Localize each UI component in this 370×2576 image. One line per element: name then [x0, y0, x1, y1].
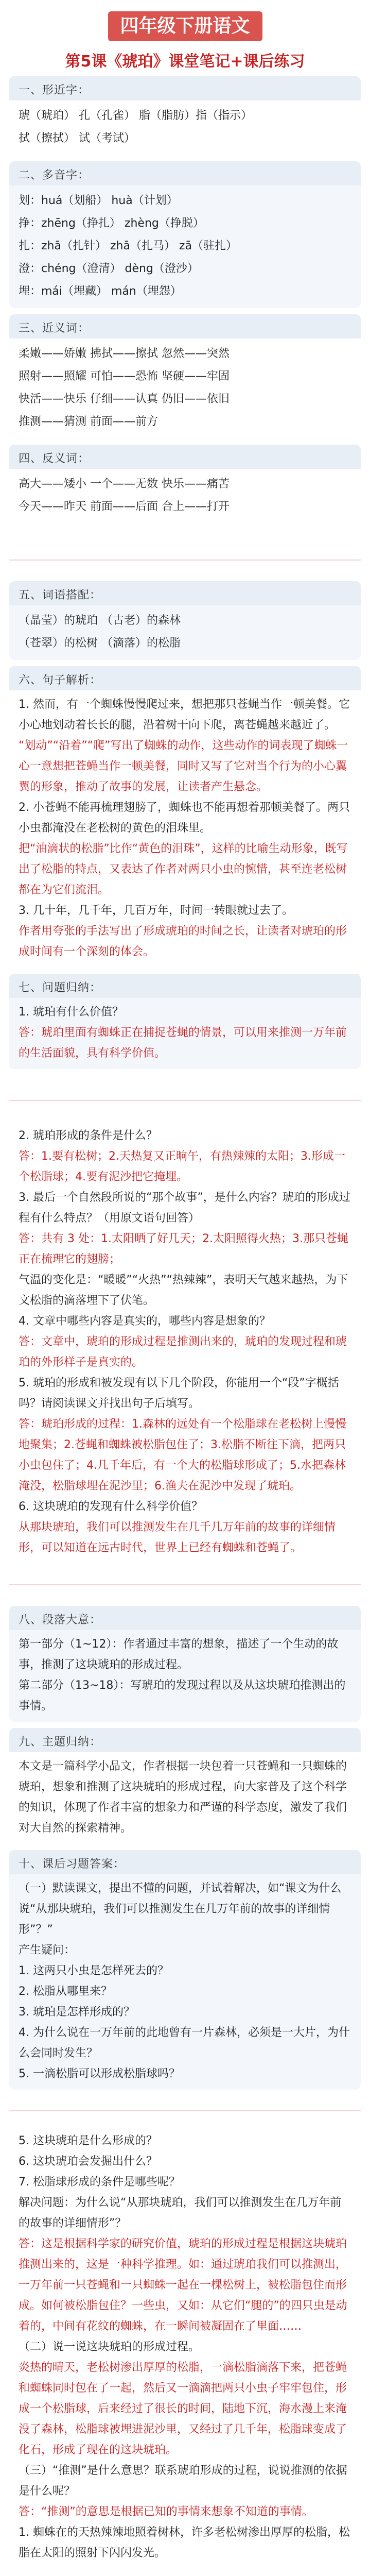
text-line: 5. 一滴松脂可以形成松脂球吗？ — [19, 2067, 180, 2080]
question: 解决问题：为什么说“从那块琥珀，我们可以推测发生在几万年前的故事的详细情形”？ — [19, 2196, 342, 2230]
text-line: 6. 这块琥珀会发掘出什么？ — [19, 2155, 157, 2168]
question: 5. 琥珀的形成和被发现有以下几个阶段，你能用一个“段”字概括吗？请阅读课文并找出句子后填写。 — [19, 1377, 339, 1410]
paragraph: 第二部分（13~18）：写琥珀的发现过程以及从这块琥珀推测出的事情。 — [19, 1679, 346, 1713]
section-title: 三、近义词： — [9, 314, 361, 338]
divider — [9, 2110, 361, 2111]
section-title: 一、形近字： — [9, 76, 361, 100]
text-line: 挣：zhēng（挣扎） zhèng（挣脱） — [19, 217, 204, 230]
paragraph: 本文是一篇科学小品文，作者根据一块包着一只苍蝇和一只蜘蛛的琥珀，想象和推测了这块琥珀的形成过程，向大家普及了这个科学的知识，体现了作者丰富的想象力和严谨的科学态度，激发了我们对大自然的探索精神。 — [19, 1760, 347, 1835]
question: 气温的变化是：“暖暖”“火热”“热辣辣”，表明天气越来越热，为下文松脂的滴落埋下了伏笔。 — [19, 1274, 348, 1307]
section-title: 四、反义词： — [9, 445, 361, 469]
section-title: 七、问题归纳： — [9, 974, 361, 998]
text-line: 高大——矮小 一个——无数 快乐——痛苦 — [19, 478, 230, 490]
question: 2. 琥珀形成的条件是什么？ — [19, 1129, 157, 1142]
question: 3. 最后一个自然段所说的“那个故事”，是什么内容？琥珀的形成过程有什么特点？（用原文语句回答） — [19, 1191, 350, 1225]
text-line: 照射——照耀 可怕——恐怖 坚硬——牢固 — [19, 370, 230, 383]
lesson-title: 第5课《琥珀》课堂笔记+课后练习 — [65, 53, 305, 71]
text-line: 澄：chéng（澄清） dèng（澄沙） — [19, 262, 199, 275]
answer: 答：文章中，琥珀的形成过程是推测出来的，琥珀的发现过程和琥珀的外形样子是真实的。 — [19, 1335, 347, 1369]
section-sentence-analysis — [9, 666, 361, 968]
section-title: 九、主题归纳： — [9, 1728, 361, 1752]
section-exercises — [9, 1850, 361, 2090]
question: （三）“推测”是什么意思？联系琥珀形成的过程，说说推测的依据是什么呢？ — [19, 2464, 347, 2498]
text-line: 4. 为什么说在一万年前的此地曾有一片森林，必须是一大片，为什么会同时发生？ — [19, 2026, 350, 2060]
question: 3. 几十年，几千年，几百万年，时间一转眼就过去了。 — [19, 904, 293, 917]
answer: 答：1.要有松树；2.天热复又正晌午，有热辣辣的太阳；3.形成一个松脂球；4.要有泥沙把它掩埋。 — [19, 1150, 345, 1183]
text-line: 拭（擦拭） 试（考试） — [19, 132, 135, 145]
answer: 答：这是根据科学家的研究价值，琥珀的形成过程是根据这块琥珀推测出来的，这是一种科学推理。如：通过琥珀我们可以推测出，一万年前一只苍蝇和一只蜘蛛一起在一棵松树上，被松脂包住而形成。如何被松脂包住？一些虫，又如：从它们“腿的”的四只虫是动着的，中间有花纹的蜘蛛，在一瞬间被凝固在了里面…… — [19, 2238, 347, 2333]
answer: 作者用夸张的手法写出了形成琥珀的时间之长，让读者对琥珀的形成时间有一个深刻的体会。 — [19, 925, 347, 958]
text-line: 1. 这两只小虫是怎样死去的？ — [19, 1964, 169, 1977]
text-line: 埋：mái（埋藏） mán（埋怨） — [19, 285, 182, 298]
section-collocations — [9, 581, 361, 660]
text-line: 柔嫩——娇嫩 拂拭——擦拭 忽然——突然 — [19, 347, 230, 360]
answer: 炎热的晴天，老松树渗出厚厚的松脂，一滴松脂滴落下来，把苍蝇和蜘蛛同时包在了一起，然后又一滴滴把两只小虫子牢牢包住，形成一个松脂球，后来经过了很长的时间，陆地下沉，海水漫上来淹没了森林，松脂球被埋进泥沙里，又经过了几千年，松脂球变成了化石，形成了现在的这块琥珀。 — [19, 2361, 347, 2456]
question: 2. 小苍蝇不能再梳理翅膀了，蜘蛛也不能再想着那顿美餐了。两只小虫都淹没在老松树的黄色的泪珠里。 — [19, 801, 350, 835]
grade-title: 四年级下册语文 — [108, 11, 262, 41]
section-title: 八、段落大意： — [9, 1606, 361, 1630]
section-theme — [9, 1728, 361, 1844]
divider — [9, 560, 361, 561]
text-line: 推测——猜测 前面——前方 — [19, 415, 158, 428]
section-title: 二、多音字： — [9, 161, 361, 185]
section-paragraphs — [9, 1606, 361, 1722]
answer: 把“油滴状的松脂”比作“黄色的泪珠”，这样的比喻生动形象，既写出了松脂的特点，又表达了作者对两只小虫的惋惜，甚至连老松树都在为它们流泪。 — [19, 842, 348, 896]
answer: 答：“推测”的意思是根据已知的事情来想象不知道的事情。 — [19, 2505, 313, 2518]
section-exercises-cont — [9, 2127, 361, 2569]
text-line: （苍翠）的松树 （滴落）的松脂 — [19, 637, 181, 650]
paragraph: 第一部分（1~12）：作者通过丰富的想象，描述了一个生动的故事，推测了这块琥珀的形成过程。 — [19, 1638, 339, 1671]
section-antonyms — [9, 445, 361, 523]
divider — [9, 1584, 361, 1585]
question: 1. 然而，有一个蜘蛛慢慢爬过来，想把那只苍蝇当作一顿美餐。它小心地划动着长长的腿，沿着树干向下爬，离苍蝇越来越近了。 — [19, 698, 350, 732]
section-polyphonic — [9, 161, 361, 308]
section-questions — [9, 974, 361, 1069]
section-title: 五、词语搭配： — [9, 581, 361, 605]
answer: 答：共有 3 处：1.太阳晒了好几天；2.太阳照得火热；3.那只苍蝇正在梳理它的翅膀； — [19, 1232, 348, 1266]
answer: 从那块琥珀，我们可以推测发生在几千几万年前的故事的详细情形，可以知道在远古时代，世界上已经有蜘蛛和苍蝇了。 — [19, 1521, 336, 1554]
answer: 答：琥珀形成的过程：1.森林的远处有一个松脂球在老松树上慢慢地聚集；2.苍蝇和蜘蛛被松脂包住了；3.松脂不断往下滴，把两只小虫包住了；4.几千年后，有一个大的松脂球形成了；5.水把森林淹没，松脂球埋在泥沙里；6.渔夫在泥沙中发现了琥珀。 — [19, 1418, 346, 1493]
section-similar-chars — [9, 76, 361, 155]
question: （一）默读课文，提出不懂的问题，并试着解决，如“课文为什么说“从那块琥珀，我们可以推测发生在几万年前的故事的详细情形”？” — [19, 1882, 342, 1936]
question: 6. 这块琥珀的发现有什么科学价值？ — [19, 1500, 203, 1513]
question: （二）说一说这块琥珀的形成过程。 — [19, 2341, 200, 2353]
text-line: 2. 松脂从哪里来？ — [19, 1985, 112, 1998]
answer: 答：琥珀里面有蜘蛛正在捕捉苍蝇的情景，可以用来推测一万年前的生活面貌，具有科学价值。 — [19, 1026, 347, 1060]
question: 4. 文章中哪些内容是真实的，哪些内容是想象的？ — [19, 1315, 271, 1328]
answer: “划动”“沿着”“爬”写出了蜘蛛的动作，这些动作的词表现了蜘蛛一心一意想把苍蝇当作一顿美餐，同时又写了它对当个行为的小心翼翼的形象，推动了故事的发展，让读者产生悬念。 — [19, 739, 348, 793]
text-line: 划：huá（划船） huà（计划） — [19, 194, 178, 207]
paragraph: 1. 蜘蛛在的天热辣辣地照着树林，许多老松树渗出厚厚的松脂，松脂在太阳的照射下闪闪发光。 — [19, 2526, 350, 2560]
text-line: 琥（琥珀） 孔（孔雀） 脂（脂肪）指（指示） — [19, 109, 252, 122]
section-questions-cont — [9, 1122, 361, 1564]
text-line: 今天——昨天 前面——后面 合上——打开 — [19, 500, 230, 513]
text-line: 3. 琥珀是怎样形成的？ — [19, 2006, 135, 2019]
text-line: 7. 松脂球形成的条件是哪些呢？ — [19, 2176, 180, 2189]
text-line: 5. 这块琥珀是什么形成的？ — [19, 2134, 157, 2147]
question: 1. 琥珀有什么价值？ — [19, 1006, 124, 1019]
section-title: 十、课后习题答案： — [9, 1850, 361, 1874]
text-line: 产生疑问： — [19, 1944, 76, 1957]
divider — [9, 1100, 361, 1101]
section-title: 六、句子解析： — [9, 666, 361, 690]
text-line: （晶莹）的琥珀 （古老）的森林 — [19, 614, 181, 627]
text-line: 快活——快乐 仔细——认真 仍旧——依旧 — [19, 393, 230, 405]
text-line: 扎：zhā（扎针） zhā（扎马） zā（驻扎） — [19, 240, 237, 252]
section-synonyms — [9, 314, 361, 438]
